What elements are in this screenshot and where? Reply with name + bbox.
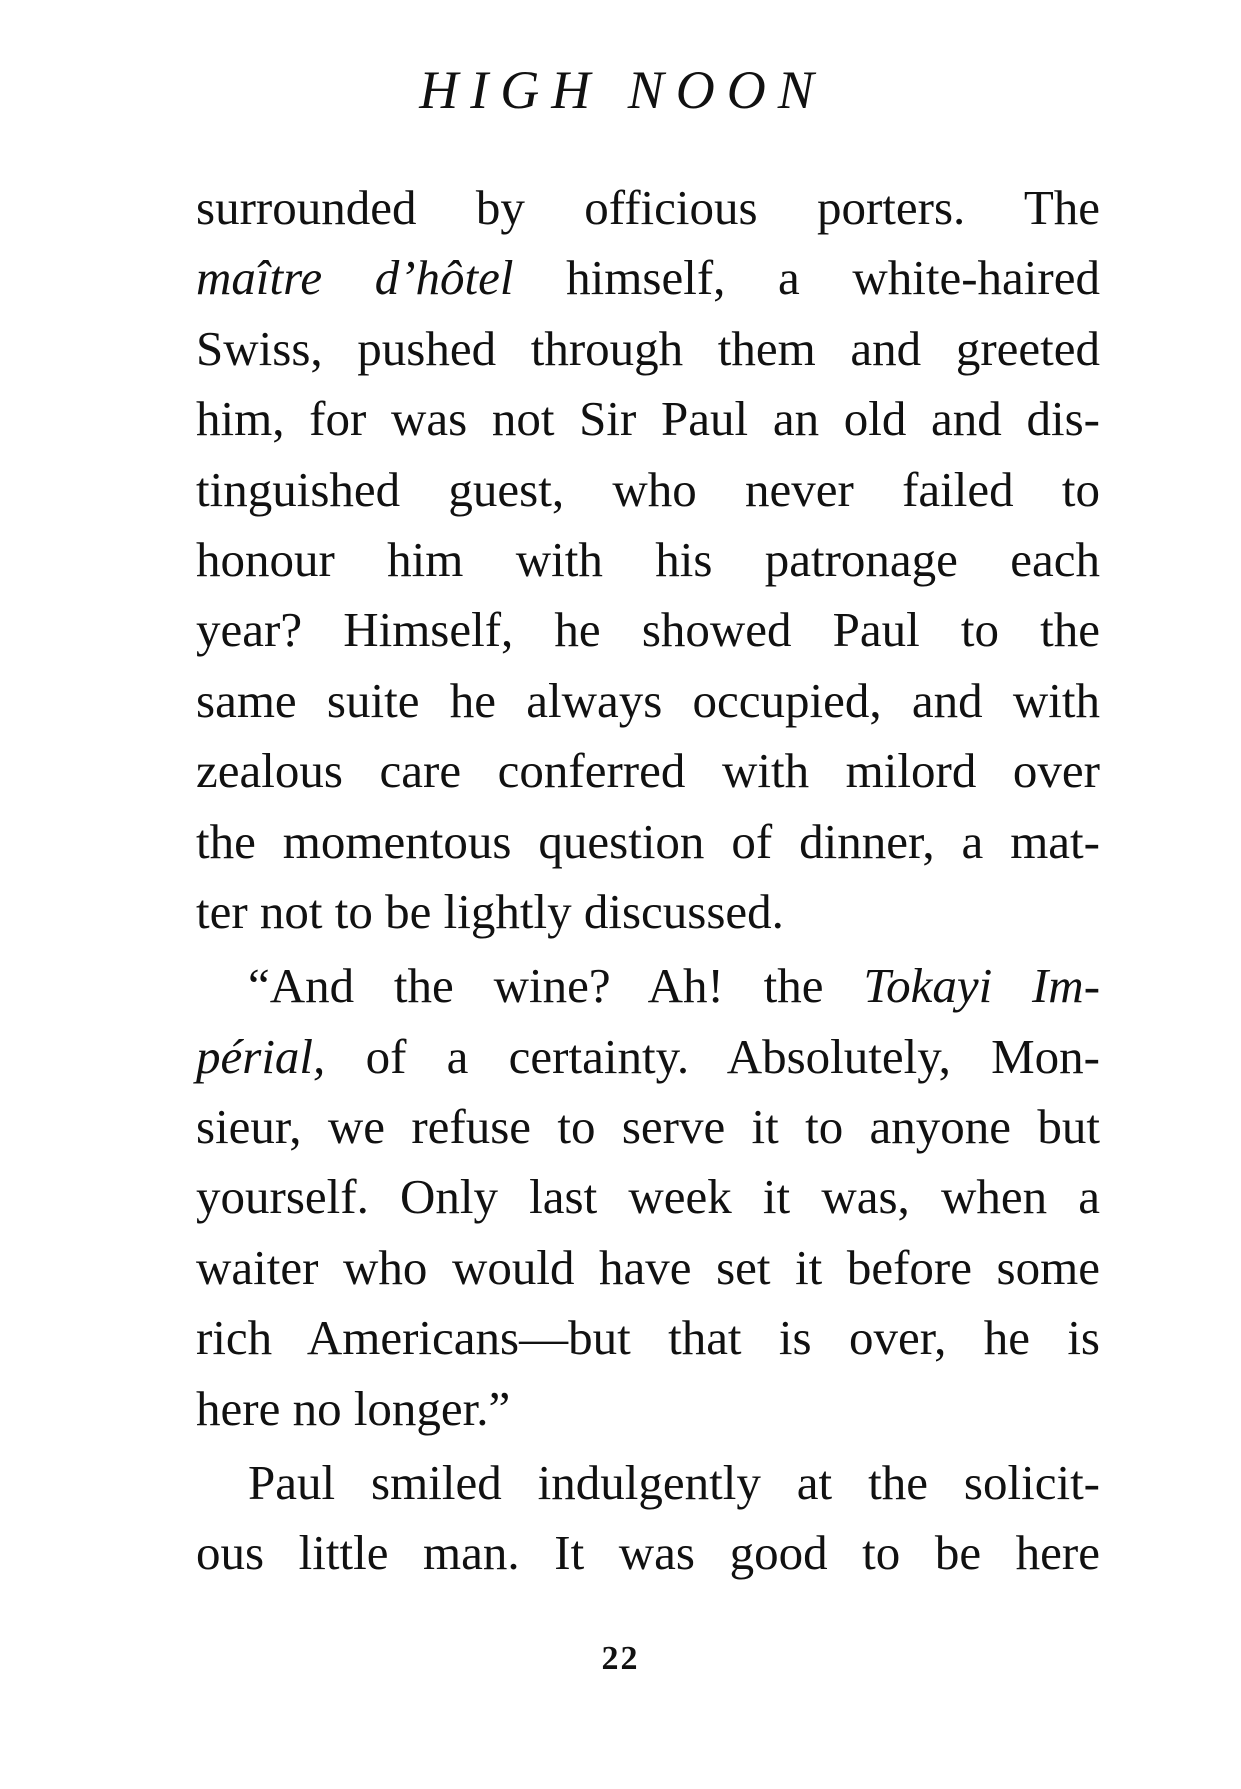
text-line: maître d’hôtel himself, a white-haired xyxy=(196,250,1100,306)
text-line: périal, of a certainty. Absolutely, Mon- xyxy=(196,1028,1100,1084)
italic-phrase: Tokayi Im- xyxy=(863,958,1101,1014)
text-line: same suite he always occupied, and with xyxy=(196,672,1100,728)
text-line: him, for was not Sir Paul an old and dis- xyxy=(196,391,1100,447)
text-line: sieur, we refuse to serve it to anyone but xyxy=(196,1099,1100,1155)
italic-phrase: périal, xyxy=(196,1028,326,1084)
text-line: yourself. Only last week it was, when a xyxy=(196,1169,1100,1225)
text-line: here no longer.” xyxy=(196,1380,511,1436)
text-line: year? Himself, he showed Paul to the xyxy=(196,602,1100,658)
text-line: tinguished guest, who never failed to xyxy=(196,461,1100,517)
text-line: honour him with his patronage each xyxy=(196,531,1100,587)
body-text xyxy=(196,173,1100,1589)
running-title xyxy=(0,60,1241,120)
page-number: 22 xyxy=(601,1640,640,1677)
paragraph-1 xyxy=(196,173,1100,947)
text-line: Swiss, pushed through them and greeted xyxy=(196,320,1100,376)
text-line: “And the wine? Ah! the Tokayi Im- xyxy=(248,958,1101,1014)
text-line: surrounded by officious porters. The xyxy=(196,180,1100,235)
paragraph-3 xyxy=(196,1448,1100,1589)
text-line: the momentous question of dinner, a mat- xyxy=(196,813,1100,869)
running-title-text: HIGH NOON xyxy=(419,60,826,120)
text-line: ter not to be lightly discussed. xyxy=(196,883,784,939)
text-line: ous little man. It was good to be here xyxy=(196,1525,1100,1581)
paragraph-2 xyxy=(196,951,1100,1444)
text-line: waiter who would have set it before some xyxy=(196,1239,1100,1295)
text-line: rich Americans—but that is over, he is xyxy=(196,1310,1100,1366)
italic-phrase: maître d’hôtel xyxy=(196,250,514,306)
text-line: zealous care conferred with milord over xyxy=(196,743,1100,799)
text-line: Paul smiled indulgently at the solicit- xyxy=(248,1455,1100,1511)
